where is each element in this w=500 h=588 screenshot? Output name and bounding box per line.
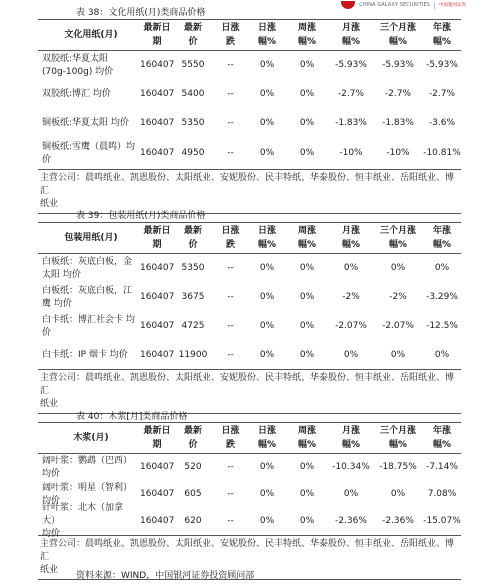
value-cell: 4950 xyxy=(181,148,205,158)
brand-logo xyxy=(341,0,466,10)
column-header xyxy=(373,21,423,49)
column-header xyxy=(174,224,212,252)
value-cell: -- xyxy=(227,263,234,273)
value-cell: -10.34% xyxy=(332,462,370,472)
brand-name-en: CHINA GALAXY SECURITIES xyxy=(359,2,430,8)
line-text: 价 xyxy=(188,37,198,47)
line-text: 最新 xyxy=(183,426,202,436)
value-cell: -- xyxy=(227,321,234,331)
value-cell: 5400 xyxy=(181,89,205,99)
value-cell: 0% xyxy=(299,489,315,499)
line-text: 阔叶浆：明星（智利） xyxy=(42,482,133,493)
column-header xyxy=(329,224,373,252)
table-title: 表 39：包装用纸(月)类商品价格 xyxy=(76,211,206,221)
line-text: 幅% xyxy=(257,440,277,450)
value-cell: 160407 xyxy=(140,349,175,360)
value-cell: 0% xyxy=(259,489,275,499)
line-text: 白卡纸：IP 烟卡 均价 xyxy=(42,349,128,360)
value-cell: -1.83% xyxy=(335,118,367,128)
line-text: 周涨 xyxy=(297,23,316,33)
value-cell: 0% xyxy=(259,60,275,70)
line-text: 纸业 xyxy=(40,199,59,209)
value-cell: 0% xyxy=(299,321,315,331)
value-cell: -2.07% xyxy=(382,321,414,331)
value-cell: 0% xyxy=(299,462,315,472)
value-cell: 160407 xyxy=(140,516,175,526)
column-header xyxy=(249,424,285,452)
line-text: 幅% xyxy=(341,440,361,450)
line-text: 均价 xyxy=(42,495,61,506)
table-row xyxy=(38,254,461,283)
line-text: 期 xyxy=(152,440,162,450)
line-text: 阔叶浆：鹦鹉（巴西） xyxy=(42,455,133,466)
table-title: 表 40：木浆[月]类商品价格 xyxy=(76,412,188,422)
header-category: 包装用纸(月) xyxy=(64,233,118,243)
line-text: 均价 xyxy=(42,529,61,539)
column-header xyxy=(285,424,329,452)
value-cell: -5.93% xyxy=(426,60,458,70)
value-cell: 0% xyxy=(299,89,315,99)
table-title: 表 38：文化用纸(月)类商品价格 xyxy=(76,8,206,18)
line-text: 价 xyxy=(188,240,198,250)
column-header xyxy=(174,21,212,49)
value-cell: 0% xyxy=(299,349,315,360)
value-cell: -3.6% xyxy=(428,118,456,128)
table-row xyxy=(38,283,461,312)
value-cell: -2.36% xyxy=(335,516,367,526)
value-cell: -10.81% xyxy=(423,148,461,158)
value-cell: -10% xyxy=(339,148,363,158)
value-cell: 0% xyxy=(343,489,359,499)
product-name xyxy=(38,141,140,167)
value-cell: 0% xyxy=(259,516,275,526)
value-cell: -7.14% xyxy=(426,462,458,472)
value-cell: 160407 xyxy=(140,60,175,70)
value-cell: -2.7% xyxy=(428,89,456,99)
column-header xyxy=(249,224,285,252)
value-cell: 0% xyxy=(390,263,406,273)
table-header-row xyxy=(38,422,461,454)
value-cell: 0% xyxy=(259,118,275,128)
line-text: 幅% xyxy=(388,37,408,47)
line-text: 幅% xyxy=(432,37,452,47)
value-cell: 0% xyxy=(299,148,315,158)
column-header xyxy=(423,21,461,49)
table-row xyxy=(38,80,461,109)
line-text: (70g-100g) 均价 xyxy=(42,66,114,77)
line-text: 最新日 xyxy=(143,23,171,33)
product-name xyxy=(38,455,140,481)
value-cell: 5550 xyxy=(181,60,205,70)
column-header xyxy=(285,21,329,49)
table-row xyxy=(38,51,461,80)
product-name xyxy=(38,314,140,340)
brand-divider xyxy=(434,2,435,9)
line-text: 白卡纸：博汇社会卡 均 xyxy=(42,314,135,325)
value-cell: 160407 xyxy=(140,489,175,499)
price-table xyxy=(38,422,461,580)
value-cell: 0% xyxy=(259,292,275,302)
value-cell: 0% xyxy=(259,321,275,331)
line-text: 最新日 xyxy=(143,426,171,436)
value-cell: 160407 xyxy=(140,263,175,273)
source-note: 资料来源：WIND，中国银河证券投资顾问部 xyxy=(76,571,255,581)
line-text: 年涨 xyxy=(432,23,451,33)
brand-name-cn: 中国银河证券 xyxy=(439,3,466,8)
value-cell: -- xyxy=(227,89,234,99)
line-text: 跌 xyxy=(225,240,235,250)
value-cell: 0% xyxy=(299,60,315,70)
value-cell: 160407 xyxy=(140,292,175,302)
line-text: 日涨 xyxy=(257,426,276,436)
value-cell: -- xyxy=(227,148,234,158)
company-note xyxy=(38,369,461,414)
line-text: 最新 xyxy=(183,23,202,33)
product-name xyxy=(38,349,140,362)
line-text: 白板纸：灰底白板，江 xyxy=(42,285,133,296)
value-cell: 0% xyxy=(259,263,275,273)
column-header xyxy=(174,424,212,452)
value-cell: -3.29% xyxy=(426,292,458,302)
line-text: 年涨 xyxy=(432,226,451,236)
value-cell: 0% xyxy=(259,148,275,158)
line-text: 均价 xyxy=(42,468,61,479)
value-cell: 0% xyxy=(259,462,275,472)
line-text: 幅% xyxy=(341,37,361,47)
product-name xyxy=(38,88,140,101)
value-cell: 11900 xyxy=(178,349,208,360)
product-name xyxy=(38,256,140,282)
product-name xyxy=(38,53,140,79)
value-cell: 620 xyxy=(184,516,202,526)
line-text: 白板纸：灰底白板，金 xyxy=(42,256,133,267)
value-cell: 5350 xyxy=(181,263,205,273)
line-text: 幅% xyxy=(432,240,452,250)
value-cell: -2.07% xyxy=(335,321,367,331)
table-row xyxy=(38,109,461,138)
line-text: 太阳 均价 xyxy=(42,269,81,280)
value-cell: 160407 xyxy=(140,89,175,99)
galaxy-logo-icon xyxy=(341,1,355,9)
line-text: 年涨 xyxy=(432,426,451,436)
line-text: 纸业 xyxy=(40,399,59,409)
column-header xyxy=(212,224,249,252)
value-cell: 0% xyxy=(259,89,275,99)
value-cell: -5.93% xyxy=(335,60,367,70)
value-cell: -- xyxy=(227,118,234,128)
value-cell: 4725 xyxy=(181,321,205,331)
table-header-row xyxy=(38,222,461,254)
value-cell: 0% xyxy=(299,516,315,526)
value-cell: -2.36% xyxy=(382,516,414,526)
value-cell: -18.75% xyxy=(379,462,417,472)
column-header xyxy=(329,424,373,452)
line-text: 日涨 xyxy=(257,226,276,236)
line-text: 三个月涨 xyxy=(379,23,416,33)
column-header xyxy=(373,224,423,252)
product-name xyxy=(38,285,140,311)
value-cell: -1.83% xyxy=(382,118,414,128)
line-text: 纸业 xyxy=(40,565,59,575)
value-cell: -- xyxy=(227,516,234,526)
line-text: 主营公司：晨鸣纸业、凯恩股份、太阳纸业、安妮股份、民丰特纸、华泰股份、恒丰纸业、岳阳纸业、博汇 xyxy=(40,373,455,396)
product-name xyxy=(38,117,140,130)
line-text: 月涨 xyxy=(341,23,360,33)
line-text: 幅% xyxy=(432,440,452,450)
value-cell: 0% xyxy=(434,263,450,273)
line-text: 价 xyxy=(42,327,52,338)
product-name xyxy=(38,502,140,541)
line-text: 跌 xyxy=(225,440,235,450)
line-text: 最新日 xyxy=(143,226,171,236)
column-header xyxy=(140,224,174,252)
value-cell: 0% xyxy=(390,489,406,499)
price-table xyxy=(38,19,461,214)
table-row xyxy=(38,503,461,539)
value-cell: 0% xyxy=(299,263,315,273)
value-cell: -10% xyxy=(386,148,410,158)
line-text: 铜板纸:雪鹰（晨鸣）均 xyxy=(42,141,136,152)
value-cell: 5350 xyxy=(181,118,205,128)
line-text: 铜板纸:华夏太阳 均价 xyxy=(42,118,129,128)
value-cell: -12.5% xyxy=(426,321,458,331)
value-cell: -5.93% xyxy=(382,60,414,70)
value-cell: 0% xyxy=(259,349,275,360)
line-text: 最新 xyxy=(183,226,202,236)
value-cell: -- xyxy=(227,349,234,360)
line-text: 双胶纸:博汇 均价 xyxy=(42,89,111,99)
column-header xyxy=(423,424,461,452)
column-header xyxy=(140,21,174,49)
value-cell: 160407 xyxy=(140,118,175,128)
column-header xyxy=(329,21,373,49)
table-row xyxy=(38,312,461,341)
line-text: 主营公司：晨鸣纸业、凯恩股份、太阳纸业、安妮股份、民丰特纸、华泰股份、恒丰纸业、岳阳纸业、博汇 xyxy=(40,539,455,562)
line-text: 跌 xyxy=(225,37,235,47)
line-text: 幅% xyxy=(257,37,277,47)
line-text: 价 xyxy=(42,154,52,165)
line-text: 幅% xyxy=(388,240,408,250)
value-cell: -- xyxy=(227,489,234,499)
line-text: 日涨 xyxy=(221,23,240,33)
line-text: 期 xyxy=(152,37,162,47)
value-cell: 0% xyxy=(299,292,315,302)
column-header xyxy=(212,424,249,452)
line-text: 双胶纸:华夏太阳 xyxy=(42,53,109,64)
line-text: 日涨 xyxy=(221,426,240,436)
value-cell: 160407 xyxy=(140,462,175,472)
value-cell: -- xyxy=(227,292,234,302)
line-text: 幅% xyxy=(388,440,408,450)
line-text: 幅% xyxy=(257,240,277,250)
value-cell: 520 xyxy=(184,462,202,472)
line-text: 月涨 xyxy=(341,426,360,436)
line-text: 针叶浆：北木（加拿大） xyxy=(42,503,124,526)
table-row xyxy=(38,138,461,169)
line-text: 周涨 xyxy=(297,226,316,236)
line-text: 日涨 xyxy=(221,226,240,236)
value-cell: 0% xyxy=(343,349,359,360)
column-header xyxy=(373,424,423,452)
value-cell: 160407 xyxy=(140,148,175,158)
column-header xyxy=(249,21,285,49)
line-text: 周涨 xyxy=(297,426,316,436)
header-category: 木浆(月) xyxy=(73,433,109,443)
line-text: 幅% xyxy=(297,240,317,250)
value-cell: -- xyxy=(227,462,234,472)
line-text: 三个月涨 xyxy=(379,426,416,436)
header-category: 文化用纸(月) xyxy=(64,30,118,40)
value-cell: -2% xyxy=(389,292,407,302)
value-cell: 0% xyxy=(390,349,406,360)
price-table xyxy=(38,222,461,414)
line-text: 幅% xyxy=(341,240,361,250)
column-header xyxy=(212,21,249,49)
line-text: 幅% xyxy=(297,440,317,450)
column-header xyxy=(140,424,174,452)
line-text: 幅% xyxy=(297,37,317,47)
value-cell: 3675 xyxy=(181,292,205,302)
value-cell: -2.7% xyxy=(384,89,412,99)
value-cell: -2.7% xyxy=(337,89,365,99)
column-header xyxy=(423,224,461,252)
line-text: 主营公司：晨鸣纸业、凯恩股份、太阳纸业、安妮股份、民丰特纸、华泰股份、恒丰纸业、岳阳纸业、博汇 xyxy=(40,173,455,196)
value-cell: 0% xyxy=(343,263,359,273)
line-text: 期 xyxy=(152,240,162,250)
table-row xyxy=(38,454,461,481)
value-cell: 0% xyxy=(299,118,315,128)
line-text: 月涨 xyxy=(341,226,360,236)
line-text: 日涨 xyxy=(257,23,276,33)
value-cell: -2% xyxy=(342,292,360,302)
table-row xyxy=(38,341,461,369)
line-text: 鹰 均价 xyxy=(42,298,72,309)
value-cell: 7.08% xyxy=(427,489,457,499)
value-cell: 605 xyxy=(184,489,202,499)
value-cell: -- xyxy=(227,60,234,70)
value-cell: -15.07% xyxy=(423,516,461,526)
value-cell: 0% xyxy=(434,349,450,360)
line-text: 价 xyxy=(188,440,198,450)
line-text: 三个月涨 xyxy=(379,226,416,236)
table-header-row xyxy=(38,19,461,51)
column-header xyxy=(285,224,329,252)
value-cell: 160407 xyxy=(140,321,175,331)
